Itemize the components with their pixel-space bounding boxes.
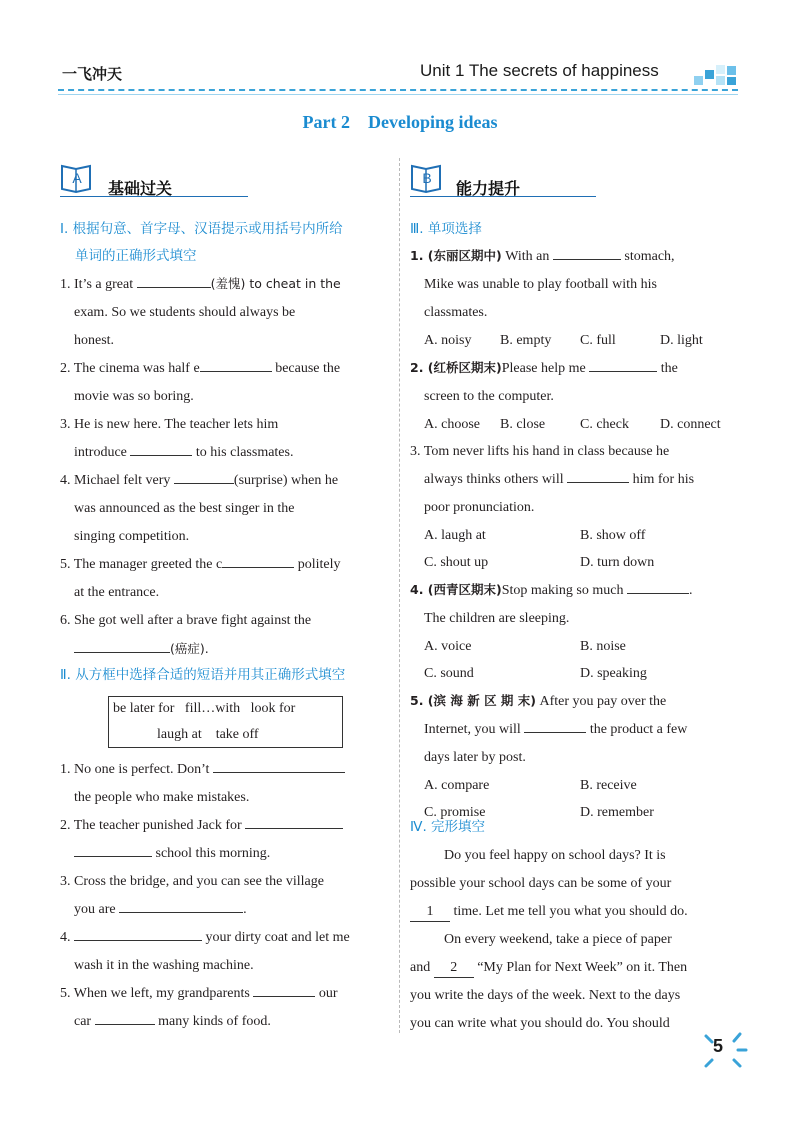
question-2 xyxy=(60,812,392,840)
answer-blank[interactable] xyxy=(589,355,657,372)
exercise-heading xyxy=(60,216,343,270)
question-5-cont xyxy=(410,716,740,744)
phrase-list: laugh at take off xyxy=(157,727,259,742)
question-text: you are xyxy=(74,902,120,917)
option-b[interactable]: B. empty xyxy=(500,333,552,348)
cloze-passage xyxy=(410,842,742,1038)
exercise-heading: Ⅱ. 从方框中选择合适的短语并用其正确形式填空 xyxy=(60,667,346,683)
question-2 xyxy=(410,354,740,383)
question-text: at the entrance. xyxy=(74,585,160,600)
option-d[interactable]: D. remember xyxy=(580,805,654,820)
question-text: him for his xyxy=(629,472,695,487)
option-a[interactable]: A. compare xyxy=(424,778,490,793)
question-text: school this morning. xyxy=(152,846,271,861)
answer-blank[interactable] xyxy=(200,355,272,372)
section-underline xyxy=(60,196,248,197)
option-d[interactable]: D. turn down xyxy=(580,555,655,570)
question-3-cont xyxy=(60,896,392,924)
question-text: (surprise) when he xyxy=(233,473,339,488)
decorative-squares-icon xyxy=(694,64,738,86)
option-row xyxy=(410,411,740,438)
question-text: always thinks others will xyxy=(424,472,568,487)
exercise-heading-line: 单词的正确形式填空 xyxy=(75,248,197,264)
option-a[interactable]: A. noisy xyxy=(424,333,472,348)
answer-blank[interactable] xyxy=(119,896,243,913)
question-text: . xyxy=(688,583,693,598)
option-b[interactable]: B. show off xyxy=(580,528,646,543)
question-text: 4. Michael felt very xyxy=(60,473,174,488)
question-text: (癌症). xyxy=(170,641,209,656)
option-c[interactable]: C. promise xyxy=(424,805,486,820)
passage-line xyxy=(410,954,742,982)
option-c[interactable]: C. full xyxy=(580,333,616,348)
question-6: 6. She got well after a brave fight against the xyxy=(60,613,312,628)
section-badge-letter: A xyxy=(72,170,82,186)
question-text: your dirty coat and let me xyxy=(202,930,350,945)
option-row xyxy=(410,633,740,660)
exercise-heading: Ⅲ. 单项选择 xyxy=(410,221,482,237)
question-text: introduce xyxy=(74,445,131,460)
question-1 xyxy=(60,270,392,299)
question-text: 2. The cinema was half e xyxy=(60,361,200,376)
question-5 xyxy=(410,687,740,716)
question-text: days later by post. xyxy=(424,750,526,765)
question-text: the people who make mistakes. xyxy=(74,790,250,805)
option-row xyxy=(410,772,740,799)
question-source-tag: 2. (红桥区期末) xyxy=(410,360,502,375)
question-text: Internet, you will xyxy=(424,722,525,737)
sunburst-icon xyxy=(700,1030,750,1072)
question-text: classmates. xyxy=(424,305,488,320)
option-a[interactable]: A. laugh at xyxy=(424,528,486,543)
option-b[interactable]: B. receive xyxy=(580,778,637,793)
question-1 xyxy=(410,242,740,271)
answer-blank[interactable] xyxy=(74,840,152,857)
question-text: poor pronunciation. xyxy=(424,500,535,515)
question-5 xyxy=(60,980,392,1008)
question-text: stomach, xyxy=(620,249,675,264)
question-text: (羞愧) to cheat in the xyxy=(210,276,341,291)
header-rule-thin xyxy=(58,94,738,95)
question-text: exam. So we students should always be xyxy=(74,305,296,320)
question-text: 2. The teacher punished Jack for xyxy=(60,818,246,833)
answer-blank[interactable] xyxy=(222,551,294,568)
passage-text: and xyxy=(410,960,434,975)
passage-text: time. Let me tell you what you should do. xyxy=(450,904,688,919)
page-number: 5 xyxy=(713,1036,724,1056)
question-text: Mike was unable to play football with his xyxy=(424,277,657,292)
question-source-tag: 5. (滨 海 新 区 期 末) xyxy=(410,693,536,708)
cloze-blank-2[interactable]: 2 xyxy=(434,959,474,978)
cloze-blank-1[interactable]: 1 xyxy=(410,903,450,922)
question-3-cont xyxy=(60,439,392,467)
passage-text: you can write what you should do. You should xyxy=(410,1016,670,1031)
passage-text: possible your school days can be some of your xyxy=(410,876,672,891)
answer-blank[interactable] xyxy=(524,716,586,733)
passage-text: “My Plan for Next Week” on it. Then xyxy=(473,960,688,975)
question-2-cont xyxy=(60,840,392,868)
question-text: wash it in the washing machine. xyxy=(74,958,254,973)
question-4 xyxy=(60,467,392,495)
passage-text: Do you feel happy on school days? It is xyxy=(444,848,666,863)
question-text: After you pay over the xyxy=(535,694,667,709)
question-text: 4. xyxy=(60,930,74,945)
question-5-cont xyxy=(60,1008,392,1036)
question-text: the product a few xyxy=(586,722,688,737)
question-3: 3. He is new here. The teacher lets him xyxy=(60,417,279,432)
answer-blank[interactable] xyxy=(137,271,211,288)
question-4 xyxy=(410,576,740,605)
answer-blank[interactable] xyxy=(213,756,345,773)
question-1 xyxy=(60,756,392,784)
question-source-tag: 4. (西青区期末) xyxy=(410,582,502,597)
exercise-2-questions xyxy=(60,756,392,1036)
option-d[interactable]: D. light xyxy=(660,333,703,348)
question-text: . xyxy=(243,902,247,917)
answer-blank[interactable] xyxy=(553,243,621,260)
answer-blank[interactable] xyxy=(567,466,629,483)
question-3: 3. Cross the bridge, and you can see the village xyxy=(60,874,324,889)
question-text: many kinds of food. xyxy=(154,1014,271,1029)
answer-blank[interactable] xyxy=(253,980,315,997)
option-row xyxy=(410,522,740,549)
answer-blank[interactable] xyxy=(130,439,192,456)
question-4 xyxy=(60,924,392,952)
question-5 xyxy=(60,551,392,579)
exercise-heading-line: Ⅰ. 根据句意、首字母、汉语提示或用括号内所给 xyxy=(60,221,343,237)
option-d[interactable]: D. connect xyxy=(660,417,721,432)
part-title: Part 2 Developing ideas xyxy=(302,112,498,132)
option-row xyxy=(410,327,740,354)
answer-blank[interactable] xyxy=(95,1008,155,1025)
question-text: movie was so boring. xyxy=(74,389,194,404)
phrase-list: be later for fill…with look for xyxy=(113,701,296,716)
question-text: to his classmates. xyxy=(192,445,294,460)
exercise-3-questions xyxy=(410,242,740,826)
option-a[interactable]: A. choose xyxy=(424,417,480,432)
option-a[interactable]: A. voice xyxy=(424,639,472,654)
question-text: 1. No one is perfect. Don’t xyxy=(60,762,213,777)
passage-text: you write the days of the week. Next to the days xyxy=(410,988,681,1003)
question-text: was announced as the best singer in the xyxy=(74,501,295,516)
option-b[interactable]: B. noise xyxy=(580,639,626,654)
question-text: 1. It’s a great xyxy=(60,277,137,292)
question-text: the xyxy=(657,361,678,376)
question-text: our xyxy=(315,986,338,1001)
answer-blank[interactable] xyxy=(74,924,202,941)
answer-blank[interactable] xyxy=(74,636,170,653)
answer-blank[interactable] xyxy=(627,577,689,594)
unit-title: Unit 1 The secrets of happiness xyxy=(420,61,659,80)
option-c[interactable]: C. check xyxy=(580,417,629,432)
exercise-heading: Ⅳ. 完形填空 xyxy=(410,819,486,835)
section-badge-letter: B xyxy=(422,170,432,186)
question-text: Stop making so much xyxy=(501,583,627,598)
question-text: 5. The manager greeted the c xyxy=(60,557,223,572)
question-text: politely xyxy=(294,557,341,572)
section-underline xyxy=(410,196,596,197)
question-text: The children are sleeping. xyxy=(424,611,570,626)
question-2 xyxy=(60,355,392,383)
section-title: 基础过关 xyxy=(108,179,173,198)
exercise-1-questions xyxy=(60,270,392,664)
question-text: singing competition. xyxy=(74,529,190,544)
column-divider xyxy=(399,158,400,1033)
question-text: 5. When we left, my grandparents xyxy=(60,986,254,1001)
question-source-tag: 1. (东丽区期中) xyxy=(410,248,502,263)
question-text: screen to the computer. xyxy=(424,389,554,404)
answer-blank[interactable] xyxy=(174,467,234,484)
passage-text: On every weekend, take a piece of paper xyxy=(444,932,672,947)
option-b[interactable]: B. close xyxy=(500,417,546,432)
question-text: because the xyxy=(271,361,341,376)
question-6-cont xyxy=(60,635,392,664)
option-d[interactable]: D. speaking xyxy=(580,666,647,681)
question-text: car xyxy=(74,1014,95,1029)
brand-logo-text: 一飞冲天 xyxy=(62,65,123,83)
question-text: With an xyxy=(501,249,553,264)
phrase-box xyxy=(108,696,343,748)
section-title: 能力提升 xyxy=(456,179,521,198)
option-c[interactable]: C. shout up xyxy=(424,555,489,570)
passage-line xyxy=(410,898,742,926)
option-row xyxy=(410,660,740,687)
option-row xyxy=(410,549,740,576)
question-text: Please help me xyxy=(501,361,590,376)
header-rule xyxy=(58,89,738,91)
option-c[interactable]: C. sound xyxy=(424,666,474,681)
question-text: honest. xyxy=(74,333,115,348)
question-3-cont xyxy=(410,466,740,494)
answer-blank[interactable] xyxy=(245,812,343,829)
question-3: 3. Tom never lifts his hand in class because he xyxy=(410,444,670,459)
